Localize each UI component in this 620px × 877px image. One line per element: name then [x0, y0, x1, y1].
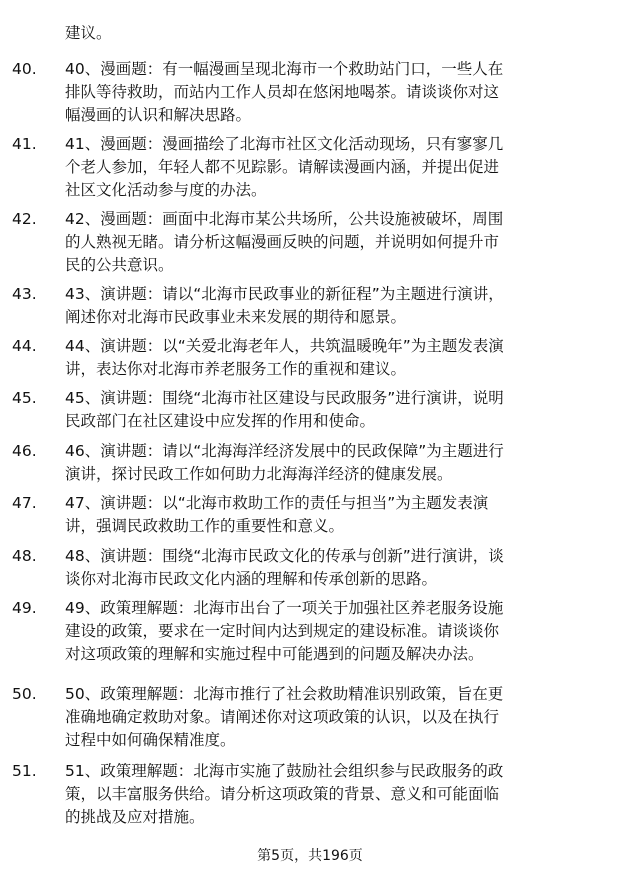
question-number: 46. — [12, 442, 37, 460]
question-text — [65, 440, 585, 486]
question-line: 51、政策理解题：北海市实施了鼓励社会组织参与民政服务的政 — [65, 762, 504, 780]
question-line: 44、演讲题：以“关爱北海老年人，共筑温暖晚年”为主题发表演 — [65, 337, 504, 355]
question-number: 43. — [12, 285, 37, 303]
question-text — [65, 492, 585, 538]
question-number: 44. — [12, 337, 37, 355]
question-number: 45. — [12, 389, 37, 407]
question-line: 准确地确定救助对象。请阐述你对这项政策的认识，以及在执行 — [65, 708, 500, 726]
question-text — [65, 760, 585, 829]
question-line: 对这项政策的理解和实施过程中可能遇到的问题及解决办法。 — [65, 645, 484, 663]
question-text — [65, 133, 585, 202]
question-line: 建设的政策，要求在一定时间内达到规定的建设标准。请谈谈你 — [65, 622, 500, 640]
question-line: 49、政策理解题：北海市出台了一项关于加强社区养老服务设施 — [65, 599, 504, 617]
carry-over-text: 建议。 — [65, 24, 112, 42]
question-line: 的挑战及应对措施。 — [65, 808, 205, 826]
question-line: 的人熟视无睹。请分析这幅漫画反映的问题，并说明如何提升市 — [65, 233, 500, 251]
question-number: 50. — [12, 685, 37, 703]
question-line: 45、演讲题：围绕“北海市社区建设与民政服务”进行演讲，说明 — [65, 389, 504, 407]
question-line: 幅漫画的认识和解决思路。 — [65, 106, 252, 124]
question-text — [65, 545, 585, 591]
question-line: 过程中如何确保精准度。 — [65, 731, 236, 749]
question-line: 讲，表达你对北海市养老服务工作的重视和建议。 — [65, 360, 407, 378]
question-line: 48、演讲题：围绕“北海市民政文化的传承与创新”进行演讲，谈 — [65, 547, 504, 565]
question-line: 50、政策理解题：北海市推行了社会救助精准识别政策，旨在更 — [65, 685, 504, 703]
question-line: 演讲，探讨民政工作如何助力北海海洋经济的健康发展。 — [65, 465, 453, 483]
question-text — [65, 58, 585, 127]
question-line: 民政部门在社区建设中应发挥的作用和使命。 — [65, 412, 376, 430]
question-line: 46、演讲题：请以“北海海洋经济发展中的民政保障”为主题进行 — [65, 442, 504, 460]
question-line: 40、漫画题：有一幅漫画呈现北海市一个救助站门口，一些人在 — [65, 60, 504, 78]
question-text — [65, 335, 585, 381]
question-line: 讲，强调民政救助工作的重要性和意义。 — [65, 517, 345, 535]
question-line: 阐述你对北海市民政事业未来发展的期待和愿景。 — [65, 308, 407, 326]
question-line: 排队等待救助，而站内工作人员却在悠闲地喝茶。请谈谈你对这 — [65, 83, 500, 101]
question-line: 策，以丰富服务供给。请分析这项政策的背景、意义和可能面临 — [65, 785, 500, 803]
question-number: 47. — [12, 494, 37, 512]
page-footer: 第5页，共196页 — [257, 848, 363, 864]
question-text — [65, 683, 585, 752]
question-line: 43、演讲题：请以“北海市民政事业的新征程”为主题进行演讲， — [65, 285, 504, 303]
question-line: 谈你对北海市民政文化内涵的理解和传承创新的思路。 — [65, 570, 438, 588]
question-line: 个老人参加，年轻人都不见踪影。请解读漫画内涵，并提出促进 — [65, 158, 500, 176]
question-line: 社区文化活动参与度的办法。 — [65, 181, 267, 199]
question-text — [65, 208, 585, 277]
question-text — [65, 283, 585, 329]
question-line: 47、演讲题：以“北海市救助工作的责任与担当”为主题发表演 — [65, 494, 489, 512]
question-line: 41、漫画题：漫画描绘了北海市社区文化活动现场，只有寥寥几 — [65, 135, 504, 153]
question-number: 49. — [12, 599, 37, 617]
question-number: 51. — [12, 762, 37, 780]
question-number: 48. — [12, 547, 37, 565]
question-line: 42、漫画题：画面中北海市某公共场所，公共设施被破坏，周围 — [65, 210, 504, 228]
question-number: 40. — [12, 60, 37, 78]
question-number: 42. — [12, 210, 37, 228]
question-text — [65, 387, 585, 433]
question-number: 41. — [12, 135, 37, 153]
question-text — [65, 597, 585, 666]
question-line: 民的公共意识。 — [65, 256, 174, 274]
